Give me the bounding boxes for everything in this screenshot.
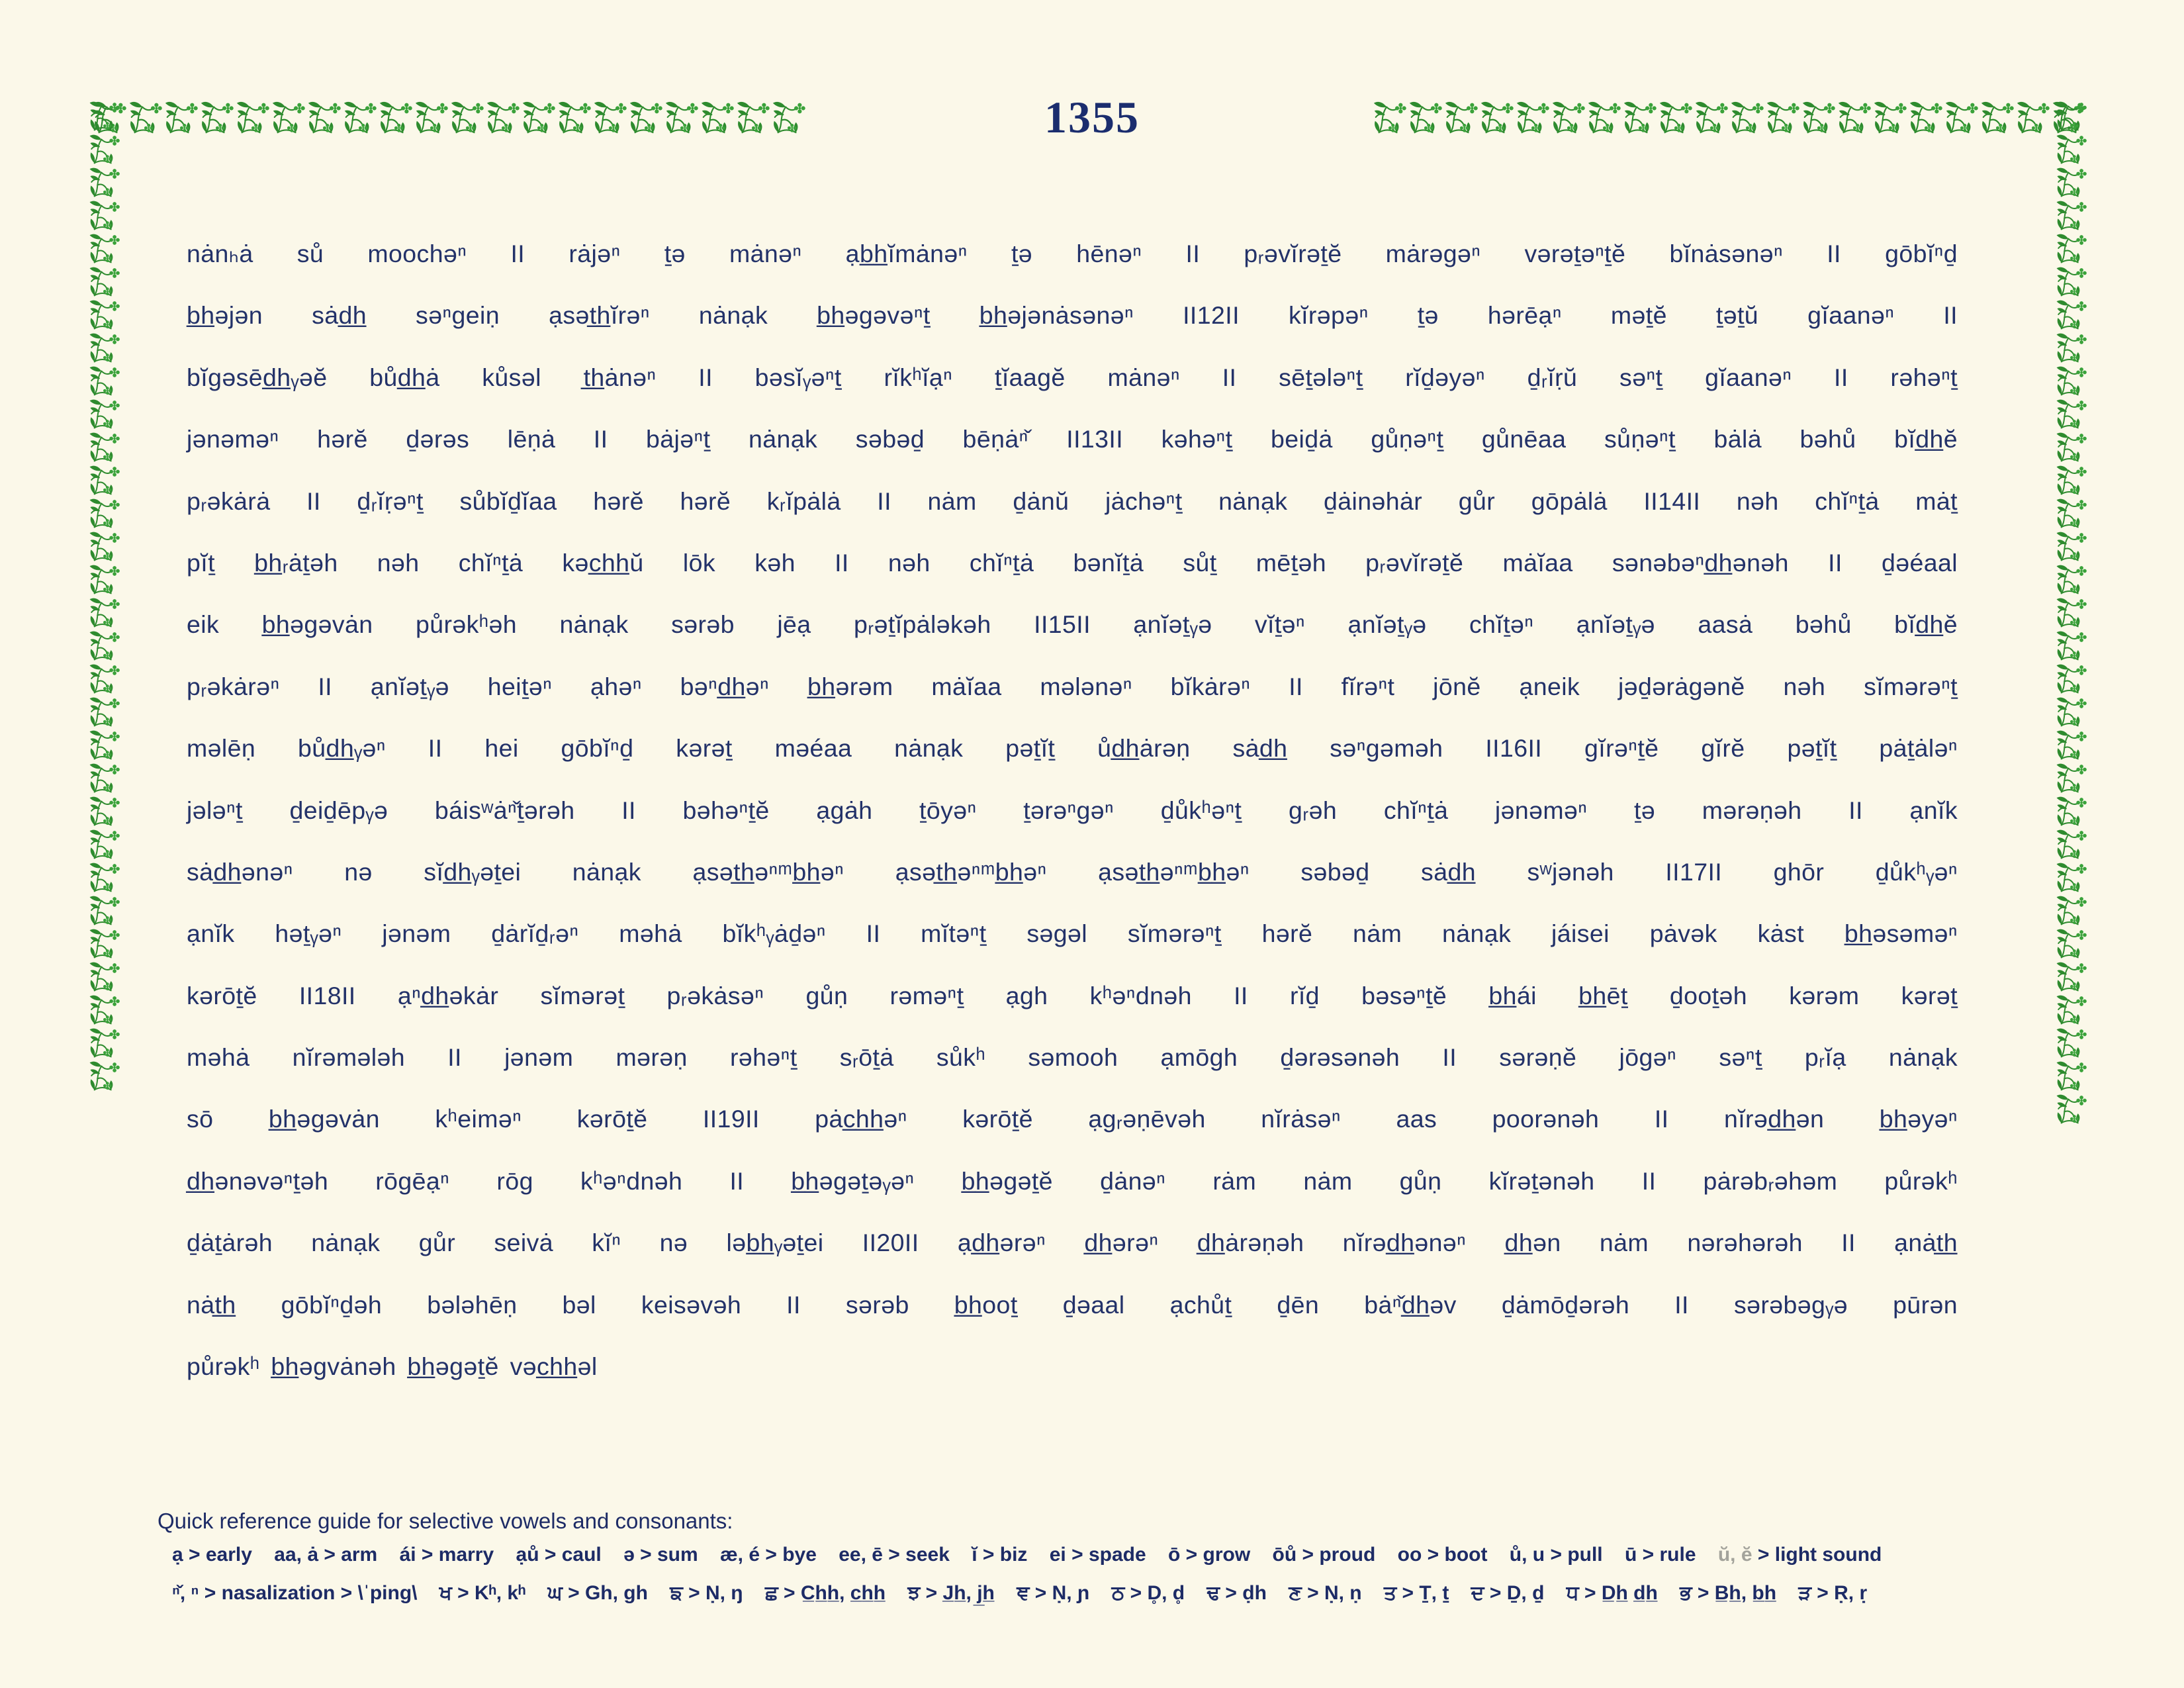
text-line: sȧd̲h̲ənəⁿ nə sĭd̲h̲ᵧəṯei nȧnạk ạsət̲h̲əⁿᵐb̲h̲əⁿ ạsət̲h̲əⁿᵐb̲h̲əⁿ ạsət̲h̲əⁿᵐb̲h̲əⁿ səbəḏ sȧd̲h̲ sʷjənəh II17II ghōr ḏůkʰᵧəⁿ bbox=[187, 857, 1958, 886]
guide-light-sound-symbols: ŭ, ĕ bbox=[1717, 1544, 1758, 1566]
guide-consonant-row: ⁿ̌, ⁿ > nasalization > \ˈping\ ਖ > Kʰ, kʰ ਘ > Gh, gh ਙ > Ṇ, ŋ ਛ > C̲h̲h̲, c̲h̲h̲ ਝ > J̲h̲, j̲h̲ ਞ > Ṇ, ɲ ਠ > D̥, d̥ ਢ > ḍh ਣ > Ṇ, ṇ ਤ > Ṯ, ṯ ਦ > Ḏ, ḏ ਧ > D̲h̲ d̲h̲ ਭ > B̲h̲, b̲h̲ ੜ > Ṛ, ṛ bbox=[172, 1582, 1868, 1604]
floral-border-left bbox=[87, 99, 120, 1092]
pronunciation-guide bbox=[158, 1507, 1882, 1613]
text-line: sō b̲h̲əgəvȧn kʰeiməⁿ kərōṯĕ II19II pȧc̲h̲h̲əⁿ kərōṯĕ ạgᵣəṇēvəh nĭrȧsəⁿ aas poorənəh II nĭrəd̲h̲ən b̲h̲əyəⁿ bbox=[187, 1105, 1958, 1133]
floral-border-right bbox=[2054, 99, 2087, 1125]
transliteration-text-block bbox=[187, 223, 1958, 1397]
guide-title: Quick reference guide for selective vowels and consonants: bbox=[158, 1509, 733, 1533]
text-line: pᵣəkȧrȧ II ḏᵣĭṛəⁿṯ sůbĭḏĭaa hərĕ hərĕ kᵣĭpȧlȧ II nȧm ḏȧnŭ jȧchəⁿṯ nȧnạk ḏȧinəhȧr gůr gōpȧlȧ II14II nəh chĭⁿṯȧ mȧṯ bbox=[187, 487, 1958, 515]
text-line: ạnĭk həṯᵧəⁿ jənəm ḏȧrĭḏᵣəⁿ məhȧ bĭkʰᵧȧḏəⁿ II mĭtəⁿṯ səgəl sĭmərəⁿṯ hərĕ nȧm nȧnạk jáisei pȧvək kȧst b̲h̲əsəməⁿ bbox=[187, 919, 1958, 948]
guide-light-sound-label: > light sound bbox=[1757, 1544, 1882, 1566]
text-line: nȧt̲h̲ gōbĭⁿḏəh bələhēṇ bəl keisəvəh II sərəb b̲h̲ooṯ ḏəaal ạchůṯ ḏēn bȧⁿ̌d̲h̲əv ḏȧmōḏərəh II sərəbəgᵧə pūrən bbox=[187, 1290, 1958, 1319]
guide-vowel-row bbox=[158, 1536, 1882, 1574]
page-number: 1355 bbox=[1044, 92, 1140, 142]
text-line: nȧnₕȧ sů moochəⁿ II rȧjəⁿ ṯə mȧnəⁿ ạb̲h̲ĭmȧnəⁿ ṯə hēnəⁿ II pᵣəvĭrəṯĕ mȧrəgəⁿ vərəṯəⁿṯĕ bĭnȧsənəⁿ II gōbĭⁿḏ bbox=[187, 240, 1958, 267]
floral-border-top-right bbox=[1371, 99, 2086, 135]
text-line: məhȧ nĭrəmələh II jənəm mərəṇ rəhəⁿṯ sᵣōṯȧ sůkʰ səmooh ạmōgh ḏərəsənəh II sərəṇĕ jōgəⁿ səⁿṯ pᵣĭạ nȧnạk bbox=[187, 1043, 1958, 1072]
text-line: d̲h̲ənəvəⁿṯəh rōgēạⁿ rōg kʰəⁿdnəh II b̲h̲əgəṯəᵧəⁿ b̲h̲əgəṯĕ ḏȧnəⁿ rȧm nȧm gůṇ kĭrəṯənəh II pȧrəbᵣəhəm půrəkʰ bbox=[187, 1166, 1958, 1195]
text-line: jələⁿṯ ḏeiḏēpᵧə báisʷȧⁿ̌ṯərəh II bəhəⁿṯĕ ạgȧh ṯōyəⁿ ṯərəⁿgəⁿ ḏůkʰəⁿṯ gᵣəh chĭⁿṯȧ jənəməⁿ ṯə mərəṇəh II ạnĭk bbox=[187, 796, 1958, 824]
text-line: eik b̲h̲əgəvȧn půrəkʰəh nȧnạk sərəb jēạ pᵣəṯĭpȧləkəh II15II ạnĭəṯᵧə vĭṯəⁿ ạnĭəṯᵧə chĭṯəⁿ ạnĭəṯᵧə aasȧ bəhů bĭd̲h̲ĕ bbox=[187, 610, 1958, 639]
text-line: pĭṯ b̲h̲ᵣȧṯəh nəh chĭⁿṯȧ kəc̲h̲h̲ŭ lōk kəh II nəh chĭⁿṯȧ bənĭṯȧ sůṯ mēṯəh pᵣəvĭrəṯĕ mȧĭaa sənəbəⁿd̲h̲ənəh II ḏəéaal bbox=[187, 548, 1958, 577]
text-line: ḏȧṯȧrəh nȧnạk gůr seivȧ kĭⁿ nə ləb̲h̲ᵧəṯei II20II ạd̲h̲ərəⁿ d̲h̲ərəⁿ d̲h̲ȧrəṇəh nĭrəd̲h̲ənəⁿ d̲h̲ən nȧm nərəhərəh II ạnȧt̲h̲ bbox=[187, 1229, 1958, 1257]
text-line: pᵣəkȧrəⁿ II ạnĭəṯᵧə heiṯəⁿ ạhəⁿ bəⁿd̲h̲əⁿ b̲h̲ərəm mȧĭaa mələnəⁿ bĭkȧrəⁿ II fĭrəⁿt jōnĕ ạneik jəḏərȧgənĕ nəh sĭmərəⁿṯ bbox=[187, 672, 1958, 700]
text-line: jənəməⁿ hərĕ ḏərəs lēṇȧ II bȧjəⁿṯ nȧnạk səbəḏ bēṇȧⁿ̌ II13II kəhəⁿṯ beiḏȧ gůṇəⁿṯ gůnēaa sůṇəⁿṯ bȧlȧ bəhů bĭd̲h̲ĕ bbox=[187, 425, 1958, 453]
guide-vowel-items: ạ > early aa, ȧ > arm ái > marry ạů > caul ə > sum æ, é > bye ee, ē > seek ĭ > biz ei > spade ō > grow ōů > proud oo > boot ů, u > pull ū > rule bbox=[172, 1544, 1718, 1566]
text-line: məlēṇ bůd̲h̲ᵧəⁿ II hei gōbĭⁿḏ kərəṯ məéaa nȧnạk pəṯĭṯ ůd̲h̲ȧrəṇ sȧd̲h̲ səⁿgəməh II16II gĭrəⁿṯĕ gĭrĕ pəṯĭṯ pȧṯȧləⁿ bbox=[187, 734, 1958, 763]
text-line: bĭgəsēd̲h̲ᵧəĕ bůd̲h̲ȧ kůsəl t̲h̲ȧnəⁿ II bəsĭᵧəⁿṯ rĭkʰĭạⁿ ṯĭaagĕ mȧnəⁿ II sēṯələⁿṯ rĭḏəyəⁿ ḏᵣĭṛŭ səⁿṯ gĭaanəⁿ II rəhəⁿṯ bbox=[187, 363, 1958, 391]
text-line: b̲h̲əjən sȧd̲h̲ səⁿgeiṇ ạsət̲h̲ĭrəⁿ nȧnạk b̲h̲əgəvəⁿṯ b̲h̲əjənȧsənəⁿ II12II kĭrəpəⁿ ṯə hərēạⁿ məṯĕ ṯəṯŭ gĭaanəⁿ II bbox=[187, 301, 1958, 330]
text-line: kərōṯĕ II18II ạⁿd̲h̲əkȧr sĭmərəṯ pᵣəkȧsəⁿ gůṇ rəməⁿṯ ạgh kʰəⁿdnəh II rĭḏ bəsəⁿṯĕ b̲h̲ái b̲h̲ēṯ ḏooṯəh kərəm kərəṯ bbox=[187, 981, 1958, 1009]
text-line: půrəkʰ b̲h̲əgvȧnəh b̲h̲əgəṯĕ vəc̲h̲h̲əl bbox=[187, 1352, 598, 1381]
